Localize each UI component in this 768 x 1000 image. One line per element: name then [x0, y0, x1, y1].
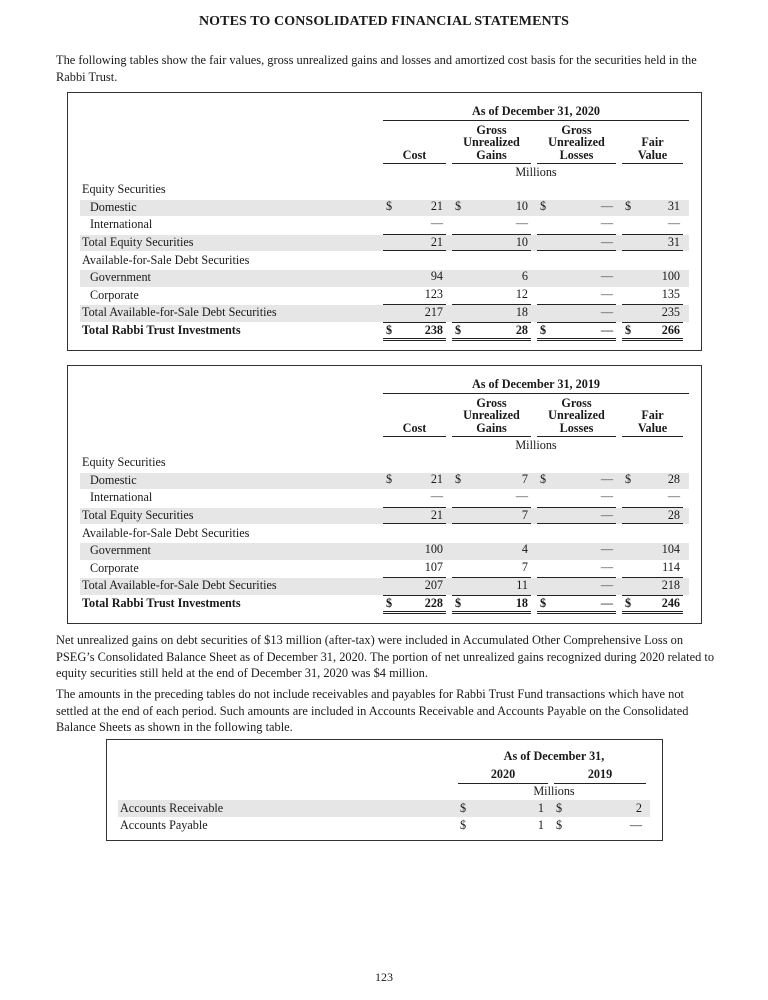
value-cell	[537, 472, 616, 488]
table-row	[80, 595, 689, 613]
currency-symbol: $	[455, 198, 462, 213]
value-cell	[383, 199, 446, 215]
group-header: As of December 31, 2020	[383, 104, 689, 121]
value: 7	[521, 471, 528, 486]
row-label: Corporate	[90, 287, 139, 302]
value: 107	[424, 559, 443, 574]
value-cell	[383, 234, 446, 252]
column-header-cost	[383, 395, 446, 437]
table-row	[80, 234, 689, 252]
value: —	[629, 818, 642, 832]
column-header-gross-unrealized-losses	[537, 395, 616, 437]
value: —	[600, 216, 613, 230]
currency-symbol: $	[556, 818, 563, 832]
value: 31	[667, 198, 680, 213]
currency-symbol: $	[625, 322, 632, 337]
table-row	[80, 199, 689, 217]
value: 11	[516, 578, 528, 592]
value: 228	[424, 595, 443, 610]
value-cell	[452, 287, 531, 303]
table-row	[80, 454, 689, 472]
value: 135	[661, 286, 680, 301]
value: —	[430, 489, 443, 503]
value-cell	[452, 322, 531, 342]
value: 10	[515, 234, 528, 249]
column-header-cost	[383, 122, 446, 164]
value-cell	[452, 507, 531, 525]
value: —	[600, 507, 613, 522]
value: 246	[661, 595, 680, 610]
row-label: Available-for-Sale Debt Securities	[82, 525, 250, 540]
column-header-line: Value	[637, 148, 668, 163]
value-cell	[383, 542, 446, 558]
value-cell	[537, 199, 616, 215]
table-row	[80, 304, 689, 322]
value: 4	[521, 542, 528, 556]
group-header: As of December 31, 2019	[383, 377, 689, 394]
page-number: 123	[375, 970, 393, 984]
value-cell	[383, 507, 446, 525]
value: —	[600, 198, 613, 213]
row-label: Corporate	[90, 560, 139, 575]
value-cell	[622, 577, 683, 594]
value: —	[600, 286, 613, 301]
value: 100	[661, 269, 680, 283]
column-header-line: Fair	[641, 135, 664, 150]
value: 18	[515, 595, 528, 610]
value-cell	[452, 542, 531, 558]
value: 28	[515, 322, 528, 337]
value-cell	[622, 269, 683, 285]
intro-paragraph: The following tables show the fair values, gross unrealized gains and losses and amortized cost basis for the securities held in the Rabbi Trust.	[56, 53, 697, 84]
value: 28	[667, 471, 680, 486]
value: 207	[424, 578, 443, 592]
currency-symbol: $	[625, 471, 632, 486]
currency-symbol: $	[540, 198, 547, 213]
currency-symbol: $	[625, 595, 632, 610]
row-label: Available-for-Sale Debt Securities	[82, 252, 250, 267]
value-cell	[383, 322, 446, 342]
row-label: Domestic	[90, 199, 137, 214]
column-header-line: Gains	[476, 148, 507, 163]
table-row	[80, 507, 689, 525]
value: 10	[515, 198, 528, 213]
value: —	[600, 471, 613, 486]
value: —	[600, 322, 613, 337]
table-row	[80, 252, 689, 270]
currency-symbol: $	[625, 198, 632, 213]
value: 21	[430, 507, 443, 522]
group-header: As of December 31,	[503, 749, 605, 763]
currency-symbol: $	[460, 818, 467, 832]
value: 21	[430, 198, 443, 213]
value: 28	[667, 507, 680, 522]
row-label: Domestic	[90, 472, 137, 487]
row-label: Government	[90, 543, 151, 557]
row-label: Accounts Receivable	[120, 801, 224, 815]
value: —	[515, 489, 528, 503]
column-header-line: Gross	[561, 122, 592, 137]
currency-symbol: $	[455, 322, 462, 337]
value-cell	[383, 269, 446, 285]
column-header-line: Unrealized	[548, 408, 605, 423]
value: 1	[537, 818, 544, 832]
table-row	[118, 817, 650, 834]
value-cell	[452, 269, 531, 285]
column-header-2019: 2019	[554, 767, 646, 784]
column-header-line: Gross	[476, 395, 507, 410]
row-label: International	[90, 217, 153, 231]
value-cell	[452, 234, 531, 252]
value-cell	[452, 216, 531, 232]
column-header-gross-unrealized-gains	[452, 395, 531, 437]
row-label: Total Available-for-Sale Debt Securities	[82, 578, 277, 592]
unit-label: Millions	[515, 438, 557, 452]
value-cell	[383, 595, 446, 615]
value: 217	[424, 305, 443, 319]
column-header-gross-unrealized-gains	[452, 122, 531, 164]
page-title: NOTES TO CONSOLIDATED FINANCIAL STATEMENTS	[198, 14, 570, 29]
value: 266	[661, 322, 680, 337]
value-cell	[622, 199, 683, 215]
value-cell	[537, 216, 616, 232]
value: 6	[521, 269, 528, 283]
column-header-line: Losses	[559, 148, 594, 163]
value: 21	[430, 234, 443, 249]
value-cell	[537, 577, 616, 594]
value: —	[600, 559, 613, 574]
table-row	[118, 800, 650, 817]
table-row	[80, 489, 689, 507]
column-header-line: Fair	[641, 408, 664, 423]
value: 114	[662, 559, 680, 574]
value-cell	[383, 560, 446, 576]
row-label: Government	[90, 270, 151, 284]
value: 238	[424, 322, 443, 337]
value: —	[600, 489, 613, 503]
row-label: Accounts Payable	[120, 818, 208, 832]
column-header-gross-unrealized-losses	[537, 122, 616, 164]
value-cell	[622, 234, 683, 252]
value: —	[600, 269, 613, 283]
value-cell	[383, 577, 446, 594]
column-header-line: Value	[637, 421, 668, 436]
table-row	[80, 269, 689, 287]
table-row	[80, 577, 689, 595]
value: 21	[430, 471, 443, 486]
value-cell	[452, 304, 531, 321]
currency-symbol: $	[455, 471, 462, 486]
value-cell	[452, 489, 531, 505]
value-cell	[452, 560, 531, 576]
value: 104	[661, 542, 680, 556]
value: —	[667, 216, 680, 230]
column-header-line: Gross	[561, 395, 592, 410]
row-label: Total Rabbi Trust Investments	[82, 322, 241, 337]
currency-symbol: $	[455, 595, 462, 610]
table-row	[80, 181, 689, 199]
row-label: International	[90, 490, 153, 504]
value: —	[667, 489, 680, 503]
value: 7	[521, 559, 528, 574]
value-cell	[383, 304, 446, 321]
value-cell	[622, 216, 683, 232]
value: —	[600, 578, 613, 592]
table-row	[80, 525, 689, 543]
column-header-2020: 2020	[458, 767, 548, 784]
row-label: Total Equity Securities	[82, 507, 194, 522]
currency-symbol: $	[386, 471, 393, 486]
value-cell	[383, 489, 446, 505]
value: 235	[661, 305, 680, 319]
row-label: Equity Securities	[82, 455, 166, 469]
value: —	[600, 234, 613, 249]
column-header-fair-value	[622, 122, 683, 164]
table-row	[80, 560, 689, 578]
table-row	[80, 542, 689, 560]
unrealized-gains-paragraph: Net unrealized gains on debt securities of $13 million (after-tax) were included in Accumulated Other Comprehensive Loss on PSEG’s Consolidated Balance Sheet as of December 31, 2020. The portion of net unrealized gains recognized during 2020 related to equity securities still held at the end of December 31, 2020 was $4 million.	[56, 633, 715, 680]
value: 100	[424, 542, 443, 556]
value: 18	[515, 305, 528, 319]
value-cell	[537, 234, 616, 252]
value-cell	[537, 322, 616, 342]
currency-symbol: $	[556, 801, 563, 815]
currency-symbol: $	[386, 198, 393, 213]
table-row	[80, 322, 689, 340]
value: 1	[537, 801, 544, 815]
currency-symbol: $	[386, 322, 393, 337]
value-cell	[452, 577, 531, 594]
table-row	[80, 287, 689, 305]
table-row	[80, 472, 689, 490]
value-cell	[622, 322, 683, 342]
column-header-fair-value	[622, 395, 683, 437]
value-cell	[537, 287, 616, 303]
value-cell	[383, 472, 446, 488]
column-header-line: Unrealized	[463, 408, 520, 423]
currency-symbol: $	[386, 595, 393, 610]
value-cell	[383, 287, 446, 303]
column-header-line: Unrealized	[463, 135, 520, 150]
row-label: Total Available-for-Sale Debt Securities	[82, 305, 277, 319]
unit-label: Millions	[515, 165, 557, 179]
value-cell	[622, 542, 683, 558]
value: —	[600, 595, 613, 610]
value: —	[600, 305, 613, 319]
value-cell	[622, 489, 683, 505]
value-cell	[537, 269, 616, 285]
column-header-line: Unrealized	[548, 135, 605, 150]
row-label: Total Rabbi Trust Investments	[82, 595, 241, 610]
receivables-paragraph: The amounts in the preceding tables do not include receivables and payables for Rabbi Trust Fund transactions which have not settled at the end of each period. Such amounts are included in Accounts Receivable and Accounts Payable on the Consolidated Balance Sheets as shown in the following table.	[56, 687, 689, 734]
currency-symbol: $	[540, 595, 547, 610]
value-cell	[452, 472, 531, 488]
value-cell	[452, 199, 531, 215]
value-cell	[622, 507, 683, 525]
value-cell	[537, 304, 616, 321]
value: 31	[667, 234, 680, 249]
row-label: Equity Securities	[82, 182, 166, 196]
value-cell	[622, 287, 683, 303]
currency-symbol: $	[540, 471, 547, 486]
value-cell	[622, 560, 683, 576]
value-cell	[537, 489, 616, 505]
value: 7	[521, 507, 528, 522]
value-cell	[537, 542, 616, 558]
value: 2	[635, 801, 642, 815]
row-label: Total Equity Securities	[82, 234, 194, 249]
currency-symbol: $	[460, 801, 467, 815]
value: 123	[424, 286, 443, 301]
column-header-line: Losses	[559, 421, 594, 436]
unit-label: Millions	[533, 784, 575, 798]
column-header-line: Cost	[402, 421, 427, 436]
value: 218	[661, 578, 680, 592]
value: —	[515, 216, 528, 230]
value-cell	[383, 216, 446, 232]
value-cell	[452, 595, 531, 615]
value: 12	[515, 286, 528, 301]
value-cell	[537, 507, 616, 525]
value-cell	[537, 595, 616, 615]
column-header-line: Gains	[476, 421, 507, 436]
column-header-line: Gross	[476, 122, 507, 137]
value-cell	[622, 472, 683, 488]
value-cell	[622, 595, 683, 615]
value-cell	[537, 560, 616, 576]
value: —	[430, 216, 443, 230]
table-row	[80, 216, 689, 234]
column-header-line: Cost	[402, 148, 427, 163]
value: 94	[430, 269, 443, 283]
currency-symbol: $	[540, 322, 547, 337]
value: —	[600, 542, 613, 556]
value-cell	[622, 304, 683, 321]
